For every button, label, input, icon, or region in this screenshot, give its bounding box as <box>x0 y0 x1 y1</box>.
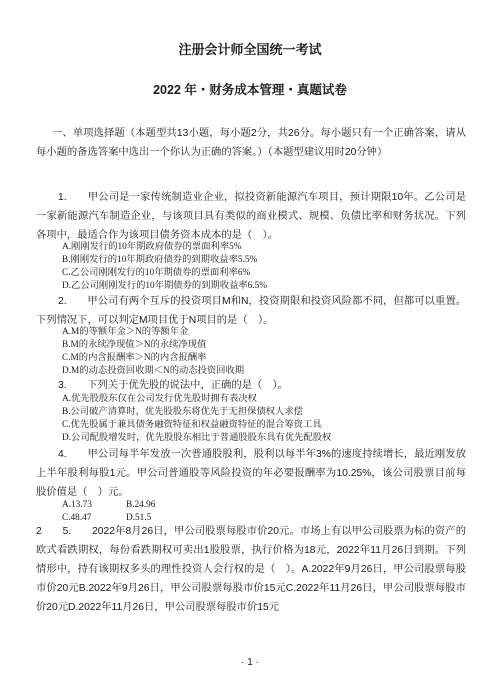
question-1-option-a: A.刚刚发行的10年期政府债券的票面利率5% <box>62 242 242 252</box>
question-4-option-a: A.13.73 <box>62 500 92 510</box>
exam-title: 注册会计师全国统一考试 <box>178 42 322 57</box>
question-4-stem: 4. 甲公司每半年发放一次普通股股利，股利以每半年3%的速度持续增长，最近刚发放上半年股利每股1元。甲公司普通股等风险投资的年必要报酬率为10.25%，该公司股票目前每股价值是（ ）元。 <box>36 449 466 498</box>
question-1-option-c: C.乙公司刚刚发行的10年期债券的票面利率6% <box>62 268 251 278</box>
question-3-option-a: A.优先股股东仅在公司发行优先股时拥有表决权 <box>62 394 257 404</box>
paper-subtitle: 2022 年・财务成本管理・真题试卷 <box>153 83 347 97</box>
question-3-option-c: C.优先股属于兼具债务融资特征和权益融资特征的混合筹资工具 <box>62 420 322 430</box>
question-1-option-b: B.刚刚发行的10年期政府债券的到期收益率5.5% <box>62 255 258 265</box>
question-2-stem: 2. 甲公司有两个互斥的投资项目M和N，投资期限和投资风险都不同，但都可以重置。下列情况下，可以判定M项目优于N项目的是（ ）。 <box>36 296 466 326</box>
question-2-option-a: A.M的等额年金＞N的等额年金 <box>62 327 189 337</box>
question-4-option-c: C.48.47 <box>62 513 92 523</box>
question-4-option-d: D.51.5 <box>126 513 152 523</box>
question-3-option-b: B.公司破产清算时，优先股股东将优先于无担保债权人求偿 <box>62 407 303 417</box>
question-3-option-d: D.公司配股增发时，优先股股东相比于普通股股东具有优先配股权 <box>62 433 332 443</box>
question-3-stem: 3. 下列关于优先股的说法中，正确的是（ ）。 <box>58 380 288 391</box>
question-1-option-d: D.乙公司刚刚发行的10年期债券的到期收益率6.5% <box>62 281 268 291</box>
page-number: · 1 · <box>241 657 259 668</box>
section-intro: 一、单项选择题（本题型共13小题，每小题2分，共26分。每小题只有一个正确答案，请从每小题的备选答案中选出一个你认为正确的答案。）（本题型建议用时20分钟） <box>36 128 466 158</box>
question-1-stem: 1. 甲公司是一家传统制造业企业，拟投资新能源汽车项目，预计期限10年。乙公司是一家新能源汽车制造企业，与该项目具有类似的商业模式、规模、负债比率和财务状况。下列各项中，最适合作为该项目债务资本成本的是（ ）。 <box>36 192 466 241</box>
question-4-option-b: B.24.96 <box>126 500 156 510</box>
question-2-option-c: C.M的内含报酬率＞N的内含报酬率 <box>62 353 207 363</box>
question-5-stem: 2 5. 2022年8月26日，甲公司股票每股市价20元。市场上有以甲公司股票为标的资产的欧式看跌期权，每份看跌期权可卖出1股股票，执行价格为18元，2022年11月26日到期。下列情形中，持有该期权多头的理性投资人会行权的是（ ）。A.2022年9月26日，甲公司股票每股市价20元B.2022年9月26日，甲公司股票每股市价15元C.2022年11月26日，甲公司股票每股市价20元D.2022年11月26日，甲公司股票每股市价15元 <box>36 526 466 613</box>
question-2-option-d: D.M的动态投资回收期＜N的动态投资回收期 <box>62 366 245 376</box>
question-2-option-b: B.M的永续净现值＞N的永续净现值 <box>62 340 207 350</box>
